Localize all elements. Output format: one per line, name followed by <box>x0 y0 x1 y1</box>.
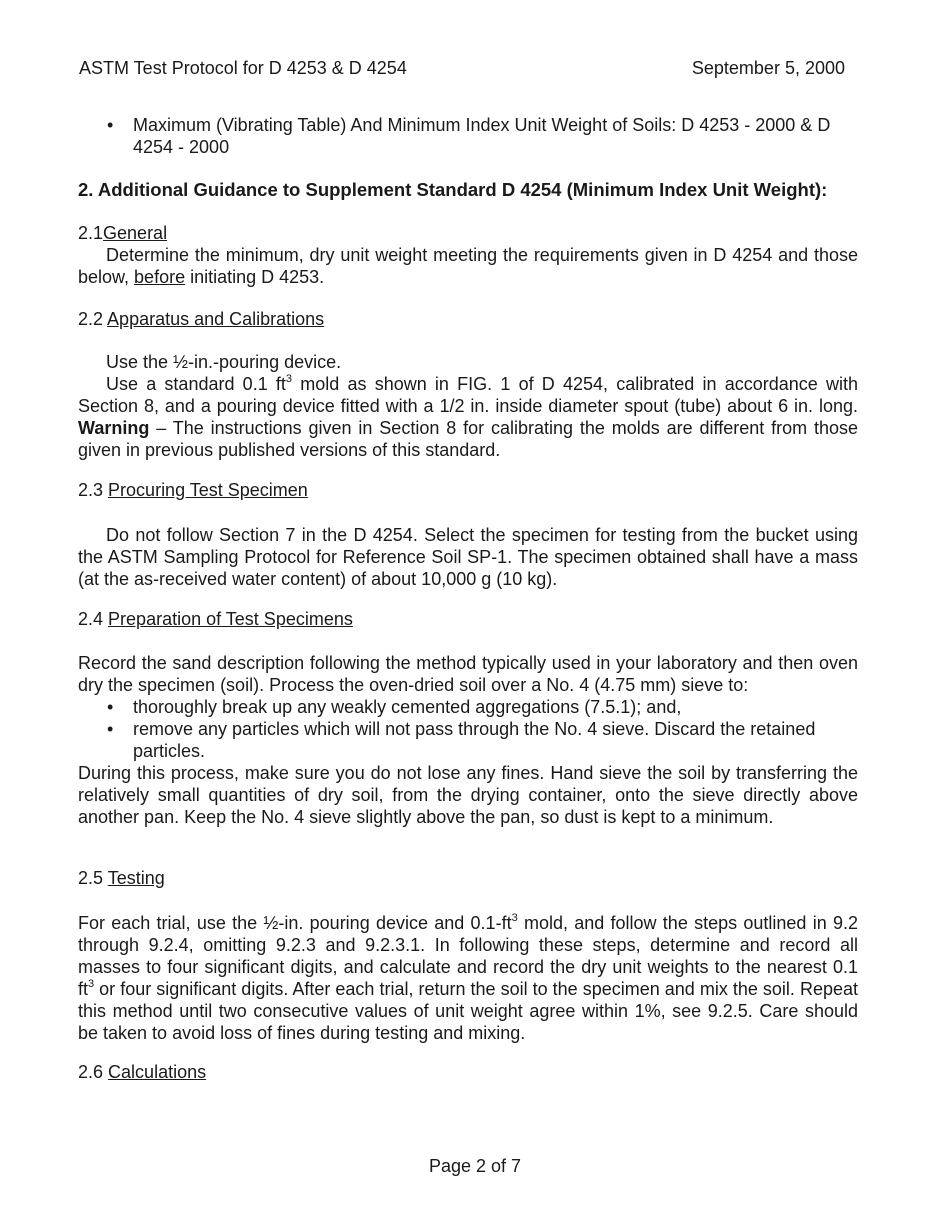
section-title: Testing <box>107 868 165 888</box>
section-number: 2.4 <box>78 609 104 629</box>
section-title: Calculations <box>108 1062 207 1082</box>
header-date: September 5, 2000 <box>691 58 845 78</box>
list-item: • remove any particles which will not pass through the No. 4 sieve. Discard the retained particles. <box>78 718 858 762</box>
section-2-2-para-2: Use a standard 0.1 $ft^3$ mold as shown in FIG. 1 of D 4254, calibrated in accordance with Section 8, and a pouring device fitted with a 1/2 in. inside diameter spout (tube) about 6 in. long. Warning – The instructions given in Section 8 for calibrating the molds are different from those given in previous published versions of this standard. <box>78 373 858 460</box>
section-2-1-text: Determine the minimum, dry unit weight meeting the requirements given in D 4254 and those below, before initiating D 4253. <box>78 245 858 287</box>
section-2-4-outro: During this process, make sure you do not lose any fines. Hand sieve the soil by transferring the relatively small quantities of dry soil, from the drying container, onto the sieve directly above another pan. Keep the No. 4 sieve slightly above the pan, so dust is kept to a minimum. <box>78 763 858 827</box>
section-2-3-heading <box>78 479 858 501</box>
emphasis-before: before <box>134 267 186 287</box>
section-2-4-heading <box>78 608 858 630</box>
section-2-2-heading <box>78 308 858 330</box>
section-2-1-heading <box>78 222 858 244</box>
section-2-heading: 2. Additional Guidance to Supplement Standard D 4254 (Minimum Index Unit Weight): <box>78 179 828 200</box>
section-title: Preparation of Test Specimens <box>108 609 353 629</box>
section-title: Procuring Test Specimen <box>108 480 308 500</box>
warning-label: Warning <box>78 418 150 438</box>
section-number: 2.6 <box>78 1062 104 1082</box>
header-title: ASTM Test Protocol for D 4253 & D 4254 <box>79 58 407 78</box>
section-number: 2.5 <box>78 868 104 888</box>
section-title: General <box>103 223 168 243</box>
list-item: • thoroughly break up any weakly cemented aggregations (7.5.1); and, <box>78 696 858 718</box>
section-2-4-intro: Record the sand description following the method typically used in your laboratory and then oven dry the specimen (soil). Process the oven-dried soil over a No. 4 (4.75 mm) sieve to: <box>78 653 858 695</box>
section-number: 2.3 <box>78 480 104 500</box>
section-2-4-bullets <box>78 696 858 762</box>
section-title: Apparatus and Calibrations <box>107 309 325 329</box>
section-2-3-text: Do not follow Section 7 in the D 4254. Select the specimen for testing from the bucket using the ASTM Sampling Protocol for Reference Soil SP-1. The specimen obtained shall have a mass (at the as-received water content) of about 10,000 g (10 kg). <box>78 525 858 589</box>
section-2-2-para-1: Use the ½-in.-pouring device. <box>106 352 342 372</box>
section-2-5-heading <box>78 867 858 889</box>
page-number: Page 2 of 7 <box>428 1156 522 1176</box>
section-number: 2.2 <box>78 309 104 329</box>
section-2-6-heading <box>78 1061 858 1083</box>
section-number: 2.1 <box>78 223 104 243</box>
section-2-5-text: For each trial, use the ½-in. pouring device and $0.1-ft^3$ mold, and follow the steps outlined in 9.2 through 9.2.4, omitting 9.2.3 and 9.2.3.1. In following these steps, determine and record all masses to four significant digits, and calculate and record the dry unit weights to the nearest 0.1 $ft^3$ or four significant digits. After each trial, return the soil to the specimen and mix the soil. Repeat this method until two consecutive values of unit weight agree within 1%, see 9.2.5. Care should be taken to avoid loss of fines during testing and mixing. <box>78 912 858 1043</box>
top-bullet-list <box>78 114 858 158</box>
list-item: • Maximum (Vibrating Table) And Minimum Index Unit Weight of Soils: D 4253 - 2000 & D 4254 - 2000 <box>78 114 858 158</box>
